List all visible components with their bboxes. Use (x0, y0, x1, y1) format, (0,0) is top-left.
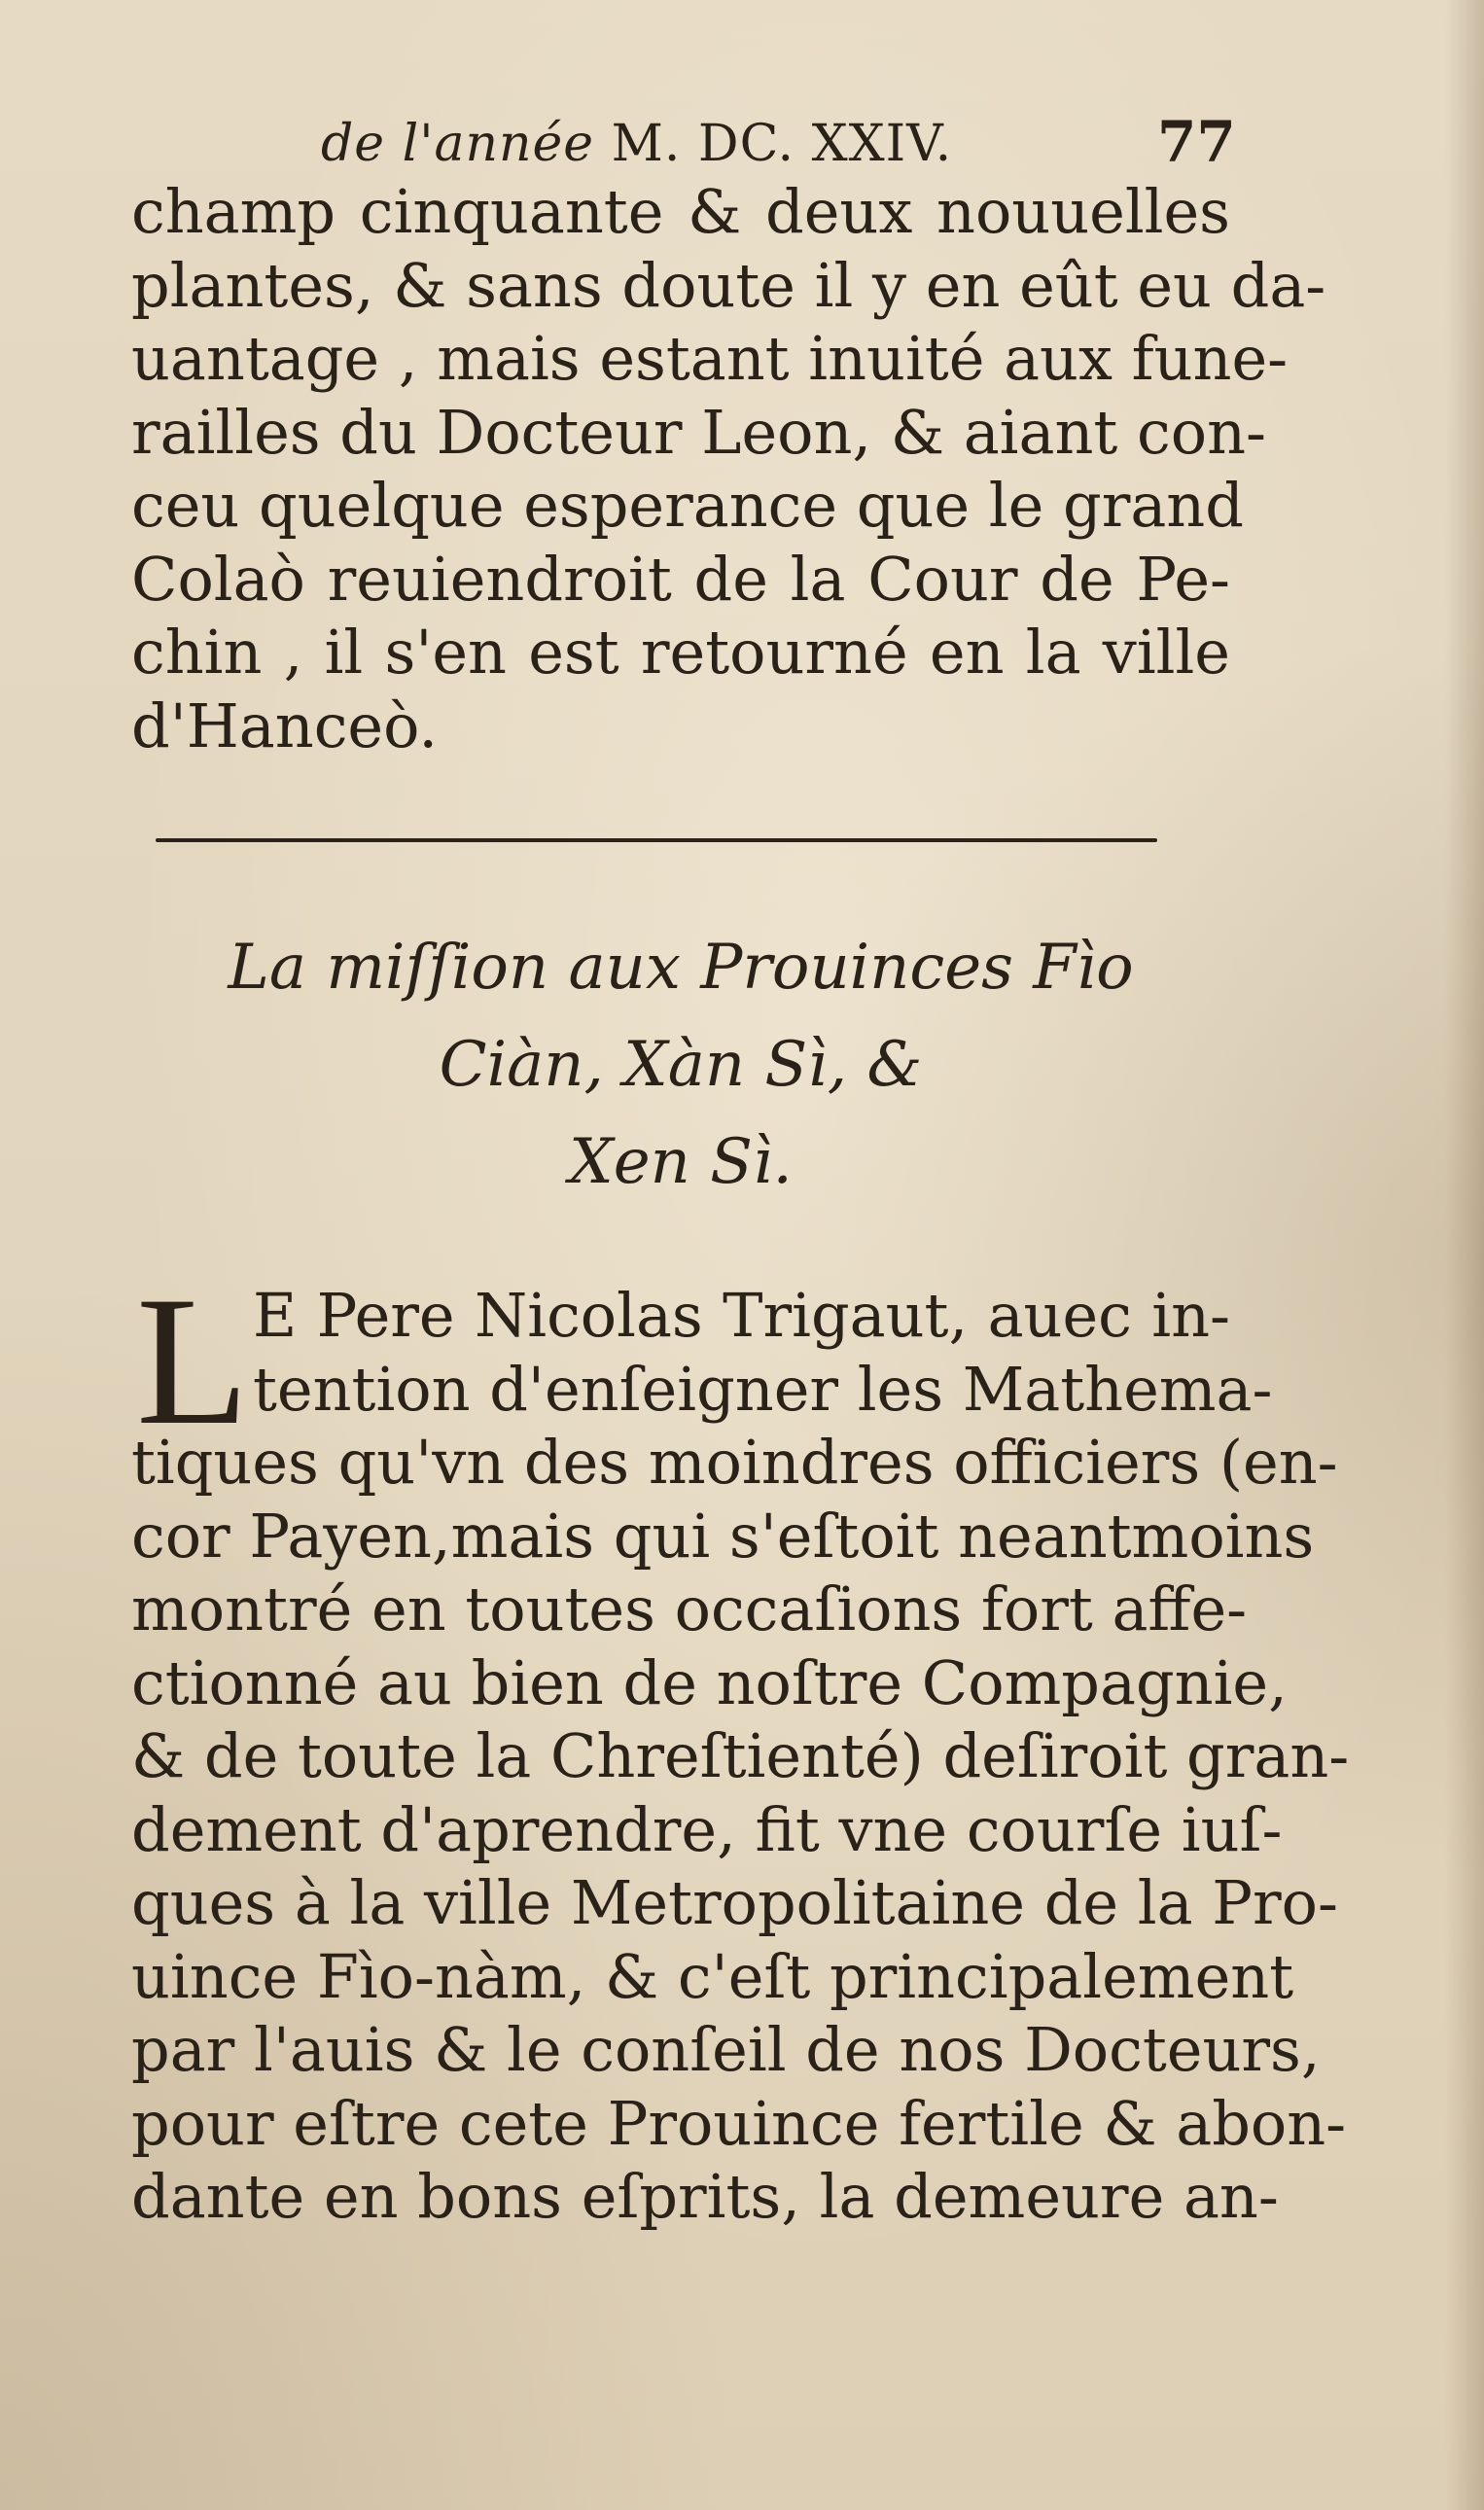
text-line: tention d'enſeigner les Mathema- (253, 1353, 1273, 1425)
running-head-italic: de l'année (321, 115, 595, 173)
heading-line: La miſſion aux Prouinces Fìo (228, 932, 1134, 1004)
running-head (321, 115, 952, 173)
text-line: cor Payen,mais qui s'eſtoit neantmoins (131, 1500, 1315, 1572)
text-line: ctionné au bien de noſtre Compagnie, (131, 1646, 1288, 1718)
text-line: ceu quelque esperance que le grand (131, 470, 1244, 541)
page-number: 77 (1157, 109, 1236, 175)
text-line: montré en toutes occaſions fort affe- (131, 1573, 1248, 1644)
text-line: plantes, & sans doute il y en eût eu da- (131, 249, 1326, 321)
text-line: dante en bons eſprits, la demeure an- (131, 2161, 1279, 2232)
text-line: & de toute la Chreſtienté) deſiroit gran- (131, 1720, 1350, 1791)
text-line: dement d'aprendre, fit vne courſe iuſ- (131, 1793, 1283, 1865)
drop-cap: L (136, 1259, 250, 1464)
text-line: uantage , mais estant inuité aux fune- (131, 323, 1289, 394)
paragraph-continuation (131, 175, 1326, 762)
text-line: ques à la ville Metropolitaine de la Pro- (131, 1867, 1338, 1938)
heading-line: Xen Sì. (569, 1126, 793, 1198)
text-line: E Pere Nicolas Trigaut, auec in- (253, 1280, 1230, 1351)
running-head-year: M. DC. XXIV. (611, 115, 953, 173)
section-heading (194, 919, 1167, 1211)
text-line: d'Hanceò. (131, 689, 439, 761)
text-line: champ cinquante & deux nouuelles (131, 176, 1230, 247)
text-line: railles du Docteur Leon, & aiant con- (131, 396, 1266, 468)
paragraph-main (131, 1259, 1350, 2234)
heading-line: Ciàn, Xàn Sì, & (439, 1029, 923, 1101)
text-line: uince Fìo-nàm, & c'eſt principalement (131, 1940, 1294, 2012)
text-line: pour eſtre cete Prouince fertile & abon- (131, 2087, 1347, 2159)
text-line: Colaò reuiendroit de la Cour de Pe- (131, 543, 1230, 615)
text-line: chin , il s'en est retourné en la ville (131, 617, 1230, 688)
text-line: par l'auis & le conſeil de nos Docteurs, (131, 2014, 1321, 2085)
text-line: tiques qu'vn des moindres officiers (en- (131, 1427, 1338, 1498)
section-divider-rule (156, 838, 1157, 842)
page-edge-shadow (1445, 0, 1484, 2510)
